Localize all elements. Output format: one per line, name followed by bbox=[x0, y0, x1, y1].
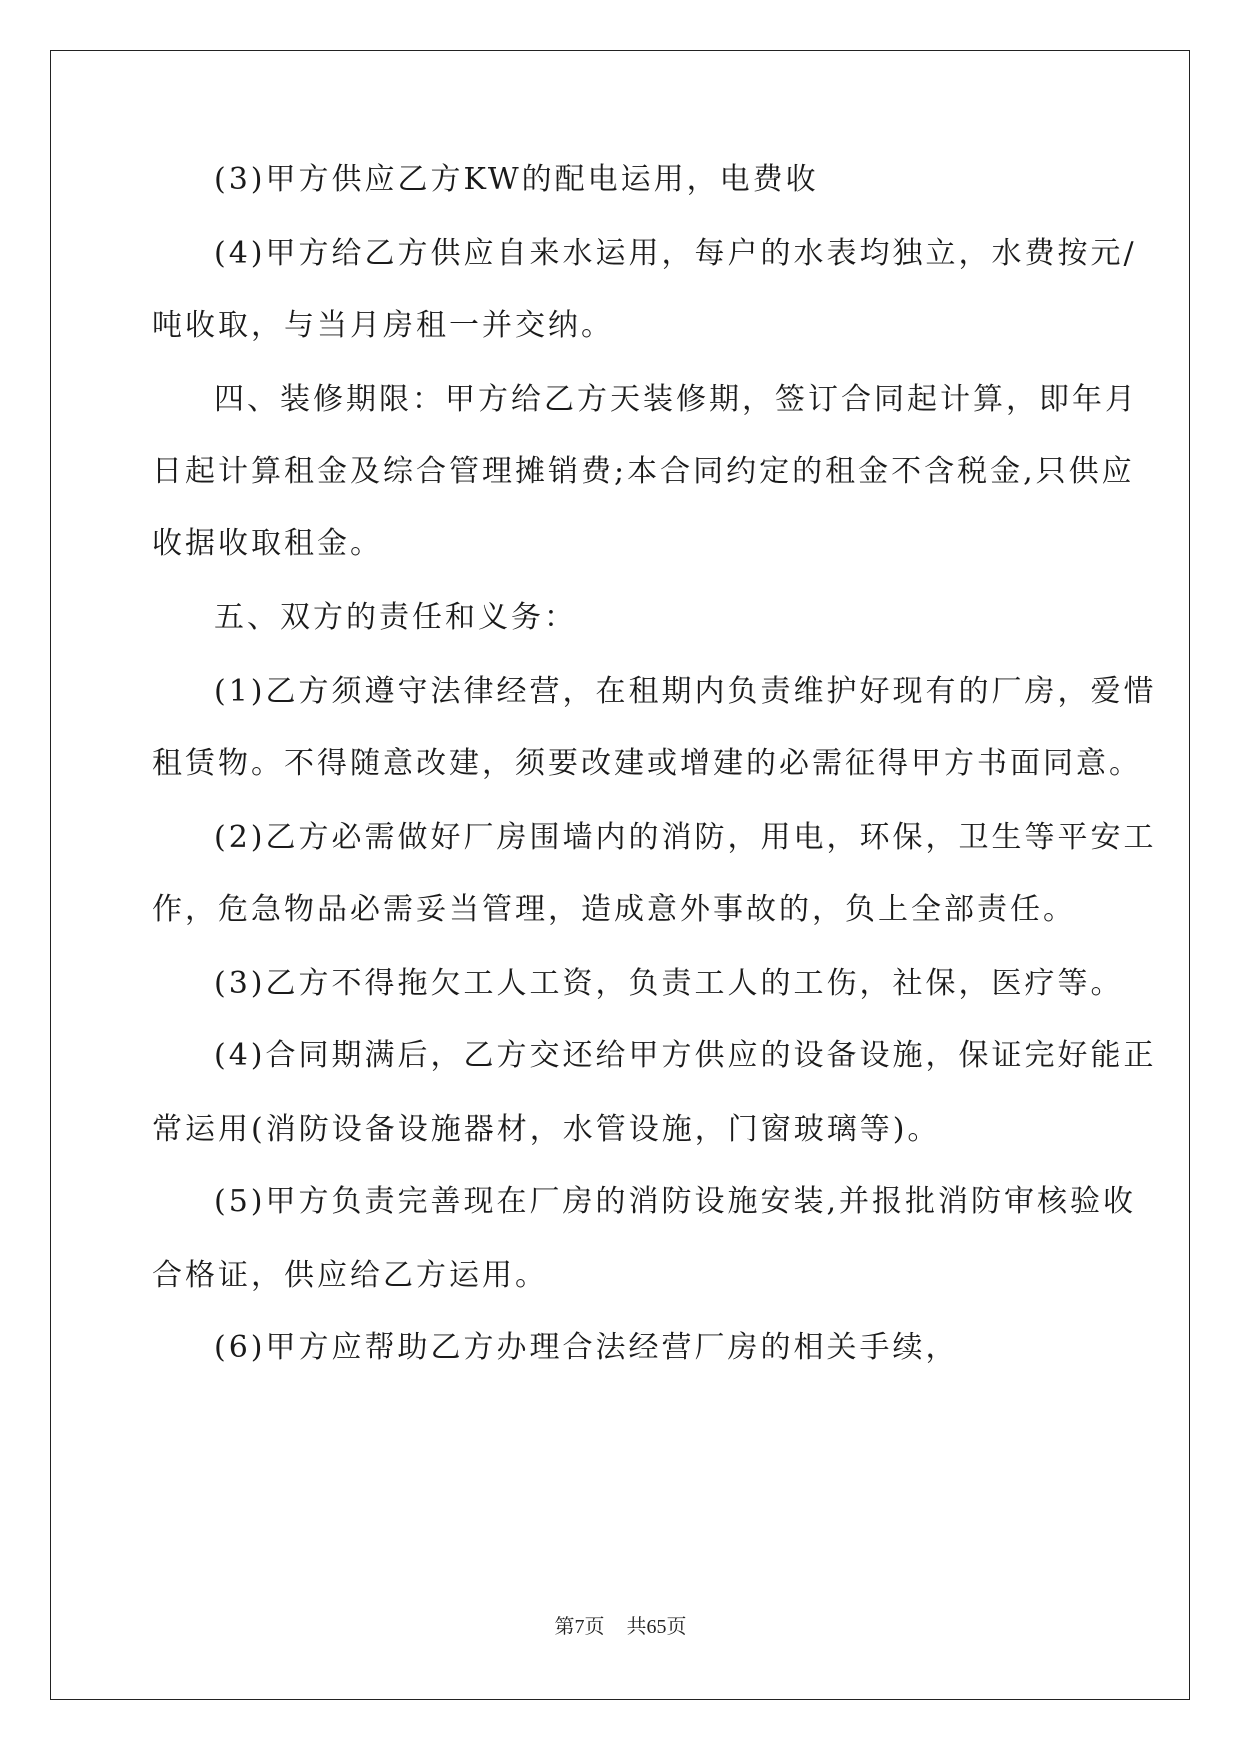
paragraph-line: (5)甲方负责完善现在厂房的消防设施安装,并报批消防审核验收 bbox=[214, 1184, 1137, 1219]
paragraph-line: 收据收取租金。 bbox=[152, 526, 383, 561]
page-number-current: 第7页 bbox=[554, 1616, 605, 1638]
paragraph-line: (3)甲方供应乙方KW的配电运用，电费收 bbox=[214, 162, 819, 197]
paragraph-line: 合格证，供应给乙方运用。 bbox=[152, 1258, 548, 1293]
paragraph-line: 吨收取，与当月房租一并交纳。 bbox=[152, 308, 614, 343]
paragraph-line: (4)合同期满后，乙方交还给甲方供应的设备设施，保证完好能正 bbox=[214, 1038, 1157, 1073]
paragraph-line: 常运用(消防设备设施器材，水管设施，门窗玻璃等)。 bbox=[152, 1112, 941, 1147]
section-heading: 五、双方的责任和义务： bbox=[214, 600, 577, 635]
paragraph-line: 租赁物。不得随意改建，须要改建或增建的必需征得甲方书面同意。 bbox=[152, 746, 1142, 781]
paragraph-line: 四、装修期限：甲方给乙方天装修期，签订合同起计算，即年月 bbox=[214, 382, 1138, 417]
paragraph-line: (3)乙方不得拖欠工人工资，负责工人的工伤，社保，医疗等。 bbox=[214, 966, 1124, 1001]
paragraph-line: (6)甲方应帮助乙方办理合法经营厂房的相关手续， bbox=[214, 1330, 959, 1365]
paragraph-line: (2)乙方必需做好厂房围墙内的消防，用电，环保，卫生等平安工 bbox=[214, 820, 1157, 855]
paragraph-line: 作，危急物品必需妥当管理，造成意外事故的，负上全部责任。 bbox=[152, 892, 1076, 927]
page-footer bbox=[0, 1615, 1241, 1639]
page-number-total: 共65页 bbox=[626, 1616, 687, 1638]
paragraph-line: (1)乙方须遵守法律经营，在租期内负责维护好现有的厂房，爱惜 bbox=[214, 674, 1157, 709]
paragraph-line: (4)甲方给乙方供应自来水运用，每户的水表均独立，水费按元/ bbox=[214, 236, 1137, 271]
page-border bbox=[50, 50, 1190, 1700]
paragraph-line: 日起计算租金及综合管理摊销费;本合同约定的租金不含税金,只供应 bbox=[152, 454, 1135, 489]
